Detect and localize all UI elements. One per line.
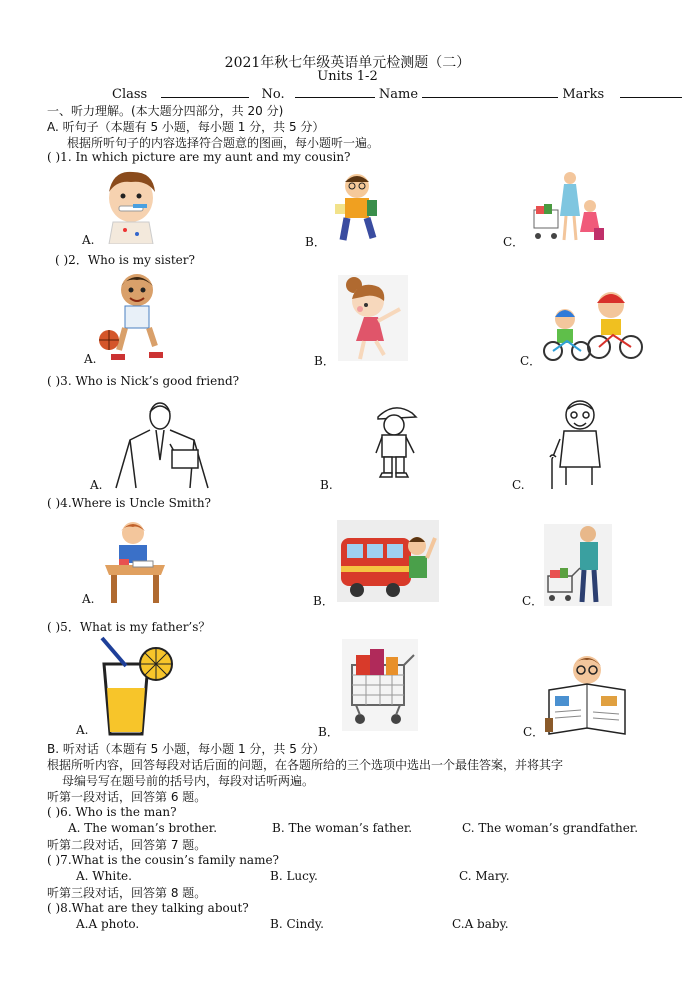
glass-of-orange-juice-image[interactable] (92, 636, 180, 736)
old-man-with-cane-image[interactable] (546, 399, 610, 491)
section1-heading: 一、听力理解。(本大题分四部分，共 20 分) (47, 104, 284, 118)
q3-option-b[interactable]: B. (320, 478, 333, 492)
q6-option-b[interactable]: B. The woman’s father. (272, 821, 413, 835)
q3-option-a[interactable]: A. (90, 478, 103, 492)
question-2: ( )2．Who is my sister? (55, 253, 195, 267)
q4-option-a[interactable]: A. (82, 592, 95, 606)
dialogue-1-intro: 听第一段对话，回答第 6 题。 (47, 790, 207, 804)
dialogue-2-intro: 听第二段对话，回答第 7 题。 (47, 838, 207, 852)
q8-option-b[interactable]: B. Cindy. (270, 917, 324, 931)
q2-option-c[interactable]: C． (520, 354, 542, 368)
q4-option-b[interactable]: B． (313, 594, 334, 608)
info-line (112, 86, 682, 102)
man-in-suit-image[interactable] (110, 400, 216, 490)
q6-option-c[interactable]: C. The woman’s grandfather. (462, 821, 639, 835)
q4-option-c[interactable]: C． (522, 594, 544, 608)
q1-option-c[interactable]: C． (503, 235, 525, 249)
question-3: ( )3. Who is Nick’s good friend? (47, 374, 240, 388)
girl-dancing-image[interactable] (338, 275, 408, 361)
q8-option-c[interactable]: C.A baby. (452, 917, 509, 931)
no-field[interactable] (295, 86, 375, 98)
boy-playing-basketball-image[interactable] (97, 270, 175, 362)
question-6: ( )6. Who is the man? (47, 805, 177, 819)
partA-instruction: 根据所听句子的内容选择符合题意的图画，每小题听一遍。 (67, 136, 380, 150)
question-7: ( )7.What is the cousin’s family name? (47, 853, 279, 867)
no-label: No. (261, 87, 285, 102)
units-subtitle: Units 1-2 (317, 69, 378, 84)
class-field[interactable] (161, 86, 249, 98)
q7-option-b[interactable]: B. Lucy. (270, 869, 318, 883)
question-5: ( )5．What is my father’s？ (47, 620, 211, 634)
partB-instruction-1: 根据所听内容，回答每段对话后面的问题，在各题所给的三个选项中选出一个最佳答案，并将其字 (47, 758, 564, 772)
q2-option-a[interactable]: A. (84, 352, 97, 366)
partB-heading: B. 听对话（本题有 5 小题，每小题 1 分，共 5 分） (47, 742, 325, 756)
q3-option-c[interactable]: C. (512, 478, 525, 492)
class-label: Class (112, 87, 148, 102)
man-waving-from-train-image[interactable] (337, 520, 439, 602)
boy-with-cap-image[interactable] (372, 401, 418, 479)
q5-option-a[interactable]: A. (76, 723, 89, 737)
q5-option-c[interactable]: C． (523, 725, 545, 739)
q5-option-b[interactable]: B． (318, 725, 339, 739)
name-field[interactable] (422, 86, 558, 98)
q7-option-a[interactable]: A. White. (76, 869, 132, 883)
q8-option-a[interactable]: A.A photo. (76, 917, 140, 931)
question-4: ( )4.Where is Uncle Smith? (47, 496, 211, 510)
marks-label: Marks (562, 87, 605, 102)
question-8: ( )8.What are they talking about? (47, 901, 249, 915)
marks-field[interactable] (620, 86, 682, 98)
page-title: 2021年秋七年级英语单元检测题（二） (224, 55, 471, 71)
boy-brushing-teeth-image[interactable] (103, 168, 159, 244)
q2-option-b[interactable]: B． (314, 354, 335, 368)
q7-option-c[interactable]: C. Mary. (459, 869, 510, 883)
question-1: ( )1. In which picture are my aunt and my cousin? (47, 150, 351, 164)
q1-option-a[interactable]: A. (82, 233, 95, 247)
two-boys-on-bikes-image[interactable] (543, 285, 643, 361)
name-label: Name (378, 87, 419, 102)
boy-at-desk-image[interactable] (103, 519, 167, 605)
q6-option-a[interactable]: A. The woman’s brother. (68, 821, 218, 835)
partA-heading: A. 听句子（本题有 5 小题，每小题 1 分，共 5 分） (47, 120, 325, 134)
man-with-shopping-cart-image[interactable] (544, 524, 612, 606)
shopping-cart-image[interactable] (342, 639, 418, 731)
boy-with-backpack-image[interactable] (329, 170, 385, 242)
partB-instruction-2: 母编号写在题号前的括号内，每段对话听两遍。 (62, 774, 315, 788)
q1-option-b[interactable]: B． (305, 235, 326, 249)
woman-with-cart-and-girl-image[interactable] (530, 170, 608, 246)
dialogue-3-intro: 听第三段对话，回答第 8 题。 (47, 886, 207, 900)
man-reading-newspaper-image[interactable] (545, 650, 629, 738)
